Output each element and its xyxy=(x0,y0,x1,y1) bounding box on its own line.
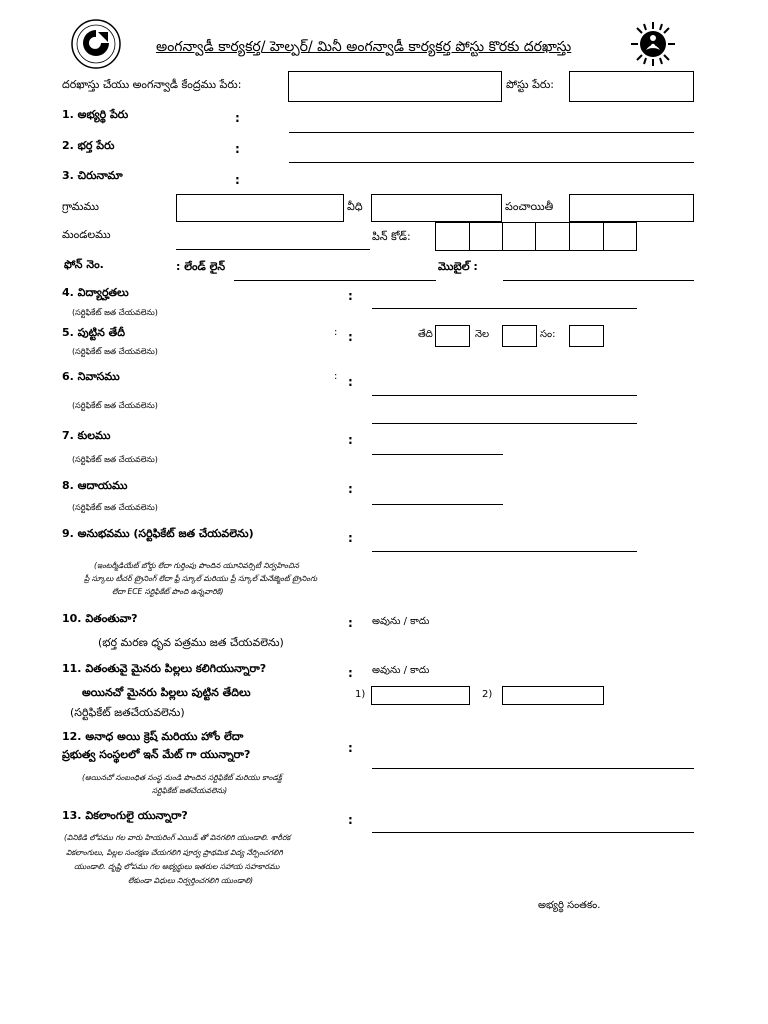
colon: : xyxy=(334,371,338,382)
landline-field[interactable] xyxy=(234,280,436,281)
orphan-label-1: 12. అనాధ అయి క్రెష్ మరియు హోం లేదా xyxy=(62,730,244,743)
disability-field[interactable] xyxy=(372,832,694,833)
colon: : xyxy=(348,616,353,630)
orphan-label-2: ప్రభుత్వ సంస్థలలో ఇన్ మేట్ గా యున్నారా? xyxy=(62,748,251,761)
village-field[interactable] xyxy=(176,194,344,222)
dob-year-field[interactable] xyxy=(569,325,604,347)
post-name-label: పోస్టు పేరు: xyxy=(506,78,554,91)
caste-field[interactable] xyxy=(372,454,503,455)
residence-label: 6. నివాసము xyxy=(62,370,120,383)
centre-name-label: దరఖాస్తు చేయు అంగన్వాడీ కేంద్రము పేరు: xyxy=(62,78,242,91)
husband-name-field[interactable] xyxy=(289,162,694,163)
village-label: గ్రామము xyxy=(62,200,99,213)
phone-label: ఫోన్ నెం. xyxy=(64,258,104,271)
cert-note: (సర్టిఫికేట్ జత చేయవలెను) xyxy=(72,347,158,356)
cert-note: (సర్టిఫికేట్ జత చేయవలెను) xyxy=(72,455,158,464)
cert-note: (సర్టిఫికేట్ జత చేయవలెను) xyxy=(72,503,158,512)
colon: : xyxy=(348,813,353,827)
applicant-name-field[interactable] xyxy=(289,132,694,133)
income-label: 8. ఆదాయము xyxy=(62,479,128,492)
colon: : xyxy=(348,531,353,545)
disability-note-4: లేకుండా విధులు నిర్వర్తించగలిగి యుండాలి) xyxy=(128,876,254,885)
dob-month-field[interactable] xyxy=(502,325,537,347)
address-label: 3. చిరునామా xyxy=(62,169,123,182)
orphan-note-2: సర్టిఫికేట్ జతచేయవలెను) xyxy=(152,786,228,795)
colon: : xyxy=(348,666,353,680)
widow-yes-no[interactable]: అవును / కాదు xyxy=(372,616,430,627)
mobile-field[interactable] xyxy=(503,280,694,281)
dob-year-label: సం: xyxy=(540,329,556,340)
experience-note-2: ప్రీ స్కూలు టీచర్ ట్రైనింగ్ లేదా ఫ్రీ స్కూల్ మరియు ప్రీ స్కూల్ మేనేజ్మెంట్ ట్రైనింగు xyxy=(84,574,318,583)
dob-date-label: తేది xyxy=(418,329,433,340)
mobile-label: మొబైల్ : xyxy=(438,260,478,273)
colon: : xyxy=(235,142,240,156)
education-label: 4. విద్యార్హతలు xyxy=(62,286,129,299)
signature-label: అభ్యర్థి సంతకం. xyxy=(538,900,601,911)
widow-note: (భర్త మరణ ధృవ పత్రము జత చేయవలెను) xyxy=(98,636,284,649)
colon: : xyxy=(348,375,353,389)
disability-label: 13. వికలాంగులై యున్నారా? xyxy=(62,809,188,822)
department-logo xyxy=(68,18,124,70)
child2-label: 2) xyxy=(482,689,493,700)
child1-dob-field[interactable] xyxy=(371,686,470,705)
applicant-name-label: 1. అభ్యర్థి పేరు xyxy=(62,108,129,121)
dob-month-label: నెల xyxy=(475,329,490,340)
minor-children-yes-no[interactable]: అవును / కాదు xyxy=(372,665,430,676)
colon: : xyxy=(235,111,240,125)
colon: : xyxy=(235,173,240,187)
street-field[interactable] xyxy=(371,194,502,222)
panchayat-label: పంచాయితీ xyxy=(505,200,554,213)
experience-note-1: (ఇంటర్మీడియేట్ బోర్డు లేదా గుర్తింపు పొందిన యూనివర్సిటీ నిర్వహించిన xyxy=(94,561,299,570)
mandal-field[interactable] xyxy=(176,249,370,250)
residence-field-1[interactable] xyxy=(372,395,637,396)
pincode-label: పిన్ కోడ్: xyxy=(372,230,411,243)
experience-label: 9. అనుభవము (సర్టిఫికేట్ జత చేయవలెను) xyxy=(62,527,254,540)
landline-label: : లేండ్ లైన్ xyxy=(176,260,226,273)
child2-dob-field[interactable] xyxy=(502,686,604,705)
mandal-label: మండలము xyxy=(62,228,111,241)
husband-name-label: 2. భర్త పేరు xyxy=(62,139,115,152)
disability-note-3: యుండాలి. దృష్టి లోపము గల అభ్యర్థులు ఇతరుల సహాయ సహకారము xyxy=(74,862,280,871)
cert-note: (సర్టిఫికేట్ జత చేయవలెను) xyxy=(72,308,158,317)
cert-note: (సర్టిఫికేట్ జత చేయవలెను) xyxy=(72,401,158,410)
centre-name-field[interactable] xyxy=(288,71,502,102)
colon: : xyxy=(348,482,353,496)
orphan-field[interactable] xyxy=(372,768,694,769)
colon: : xyxy=(334,327,338,338)
colon: : xyxy=(348,741,353,755)
street-label: వీధి xyxy=(347,200,363,213)
dob-label: 5. పుట్టిన తేదీ xyxy=(62,326,126,339)
orphan-note-1: (అయినచో సంబంధిత సంస్థ నుండి పొందిన సర్టిఫికేట్ మరియు కాండక్ట్ xyxy=(82,773,282,782)
widow-label: 10. వితంతువా? xyxy=(62,612,138,625)
children-cert-note: (సర్టిఫికేట్ జతచేయవలెను) xyxy=(70,706,185,719)
pincode-boxes[interactable] xyxy=(435,222,637,251)
residence-field-2[interactable] xyxy=(372,423,637,424)
panchayat-field[interactable] xyxy=(569,194,694,222)
minor-children-label: 11. వితంతువై మైనరు పిల్లలు కలిగియున్నారా? xyxy=(62,662,267,675)
colon: : xyxy=(348,330,353,344)
experience-field[interactable] xyxy=(372,551,637,552)
dob-date-field[interactable] xyxy=(435,325,470,347)
icds-emblem xyxy=(626,20,680,68)
colon: : xyxy=(348,289,353,303)
post-name-field[interactable] xyxy=(569,71,694,102)
disability-note-1: (వినికిడి లోపము గల వారు హియరింగ్ ఎయిడ్ తో వినగలిగి యుండాలి. శారీరక xyxy=(64,833,291,842)
experience-note-3: లేదా ECE సర్టిఫికేట్ పొంది ఉన్నవారికి) xyxy=(112,587,224,596)
caste-label: 7. కులము xyxy=(62,429,111,442)
form-title: అంగన్వాడీ కార్యకర్త/ హెల్పర్/ మినీ అంగన్వాడీ కార్యకర్త పోస్టు కొరకు దరఖాస్తు xyxy=(156,39,572,55)
children-dob-label: అయినచో మైనరు పిల్లలు పుట్టిన తేదిలు xyxy=(82,686,251,699)
education-field[interactable] xyxy=(372,308,637,309)
income-field[interactable] xyxy=(372,504,503,505)
colon: : xyxy=(348,433,353,447)
child1-label: 1) xyxy=(355,689,366,700)
disability-note-2: వికలాంగులు, పిల్లల సంరక్షణ చేయగలిగి పూర్వ ప్రాథమిక విద్య నేర్పించగలిగి xyxy=(66,848,283,857)
